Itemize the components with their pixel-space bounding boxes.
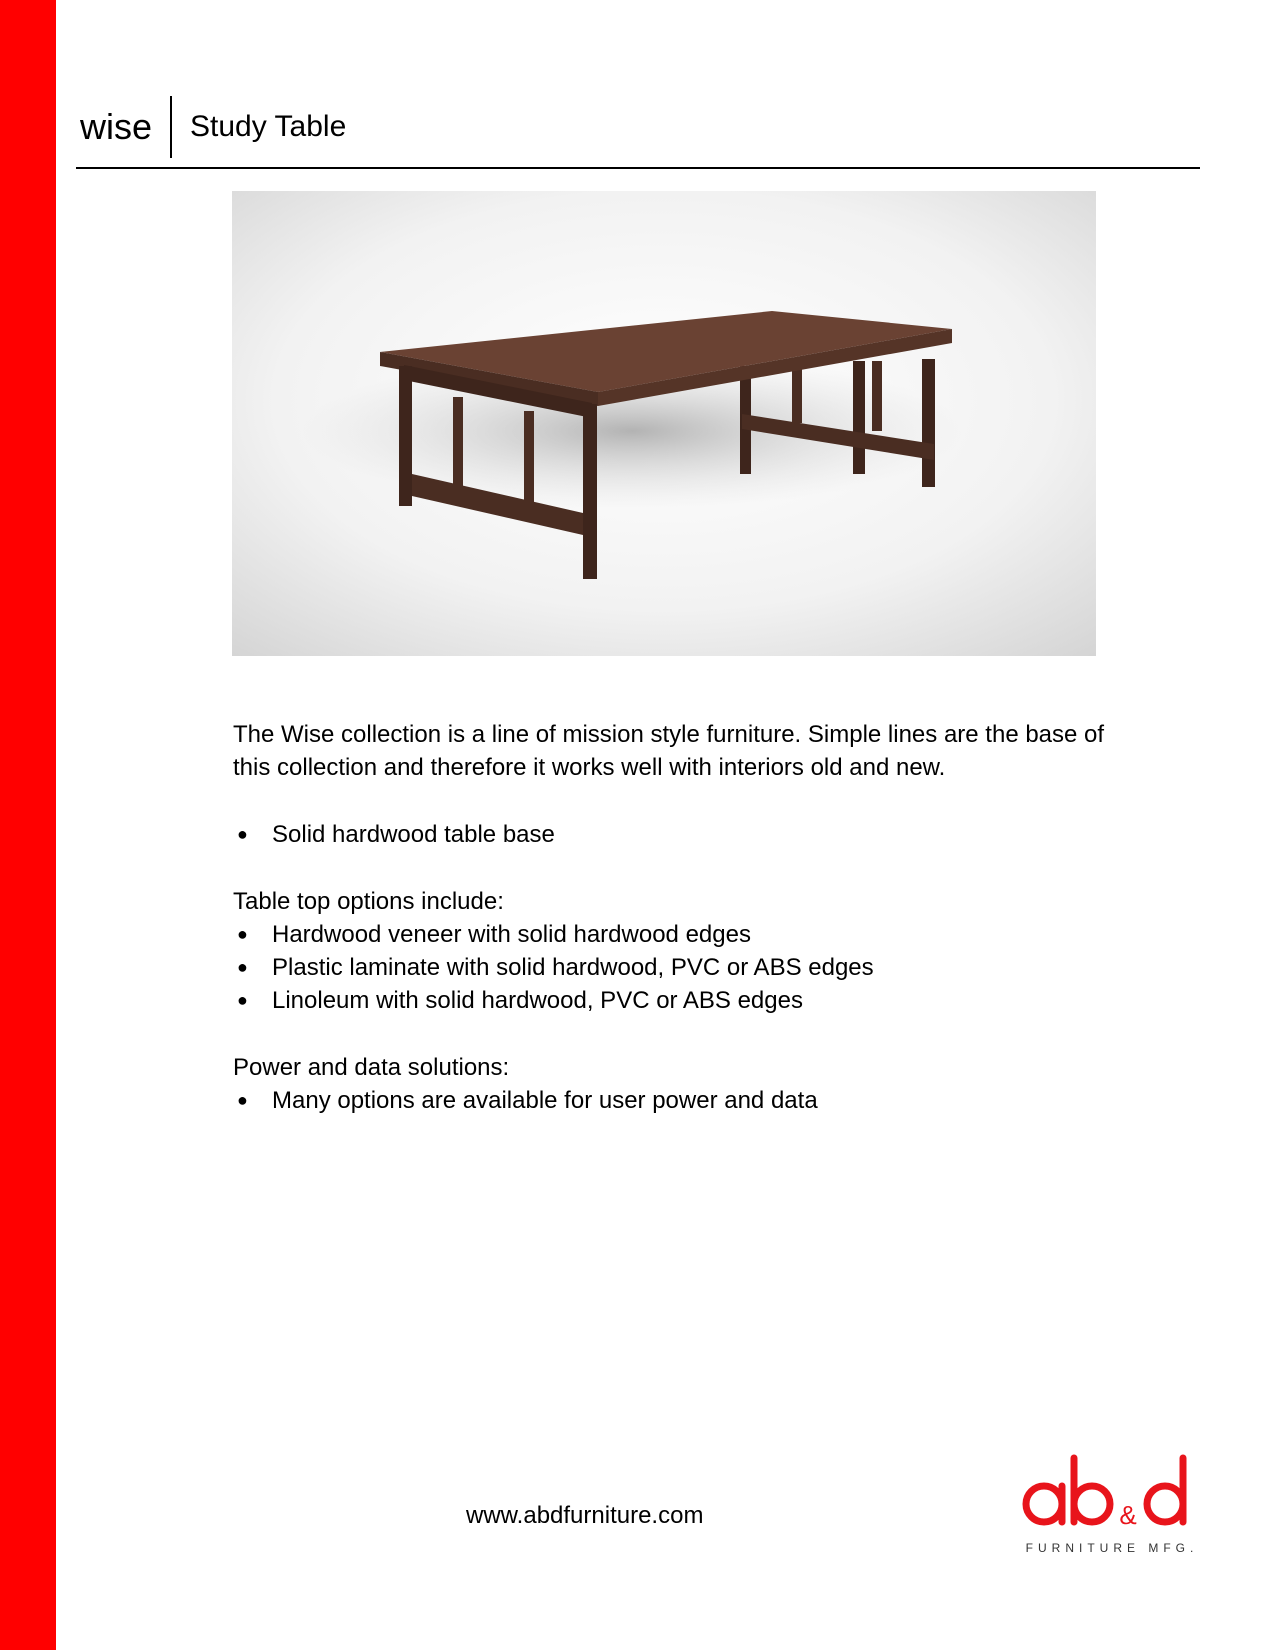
list-item: ● Linoleum with solid hardwood, PVC or ABS edges	[233, 984, 1113, 1017]
bullet-icon: ●	[237, 957, 248, 977]
product-image	[232, 191, 1096, 656]
list-item: ● Hardwood veneer with solid hardwood edges	[233, 918, 1113, 951]
bullet-icon: ●	[237, 990, 248, 1010]
power-heading: Power and data solutions:	[233, 1054, 510, 1081]
top-options-heading: Table top options include:	[233, 888, 504, 915]
bullet-icon: ●	[237, 924, 248, 944]
feature-list	[233, 818, 1113, 851]
company-logo	[1020, 1450, 1200, 1560]
list-item: ● Many options are available for user power and data	[233, 1084, 1113, 1117]
description	[233, 718, 1113, 1117]
header-rule	[76, 167, 1200, 169]
bullet-icon: ●	[237, 1090, 248, 1110]
bullet-icon: ●	[237, 824, 248, 844]
power-options-list	[233, 1084, 1113, 1117]
intro-paragraph: The Wise collection is a line of mission style furniture. Simple lines are the base of this collection and therefore it works well with interiors old and new.	[233, 721, 1105, 781]
collection-name: wise	[80, 106, 153, 147]
ampersand-glyph: &	[1119, 1500, 1137, 1530]
list-item: ● Plastic laminate with solid hardwood, PVC or ABS edges	[233, 951, 1113, 984]
page-title: Study Table	[190, 110, 347, 143]
page-header	[80, 96, 346, 158]
top-options-list	[233, 918, 1113, 1017]
accent-bar	[0, 0, 56, 1650]
list-item: ● Solid hardwood table base	[233, 818, 1113, 851]
website-link[interactable]: www.abdfurniture.com	[466, 1502, 704, 1529]
logo-tagline: FURNITURE MFG.	[1025, 1541, 1199, 1555]
